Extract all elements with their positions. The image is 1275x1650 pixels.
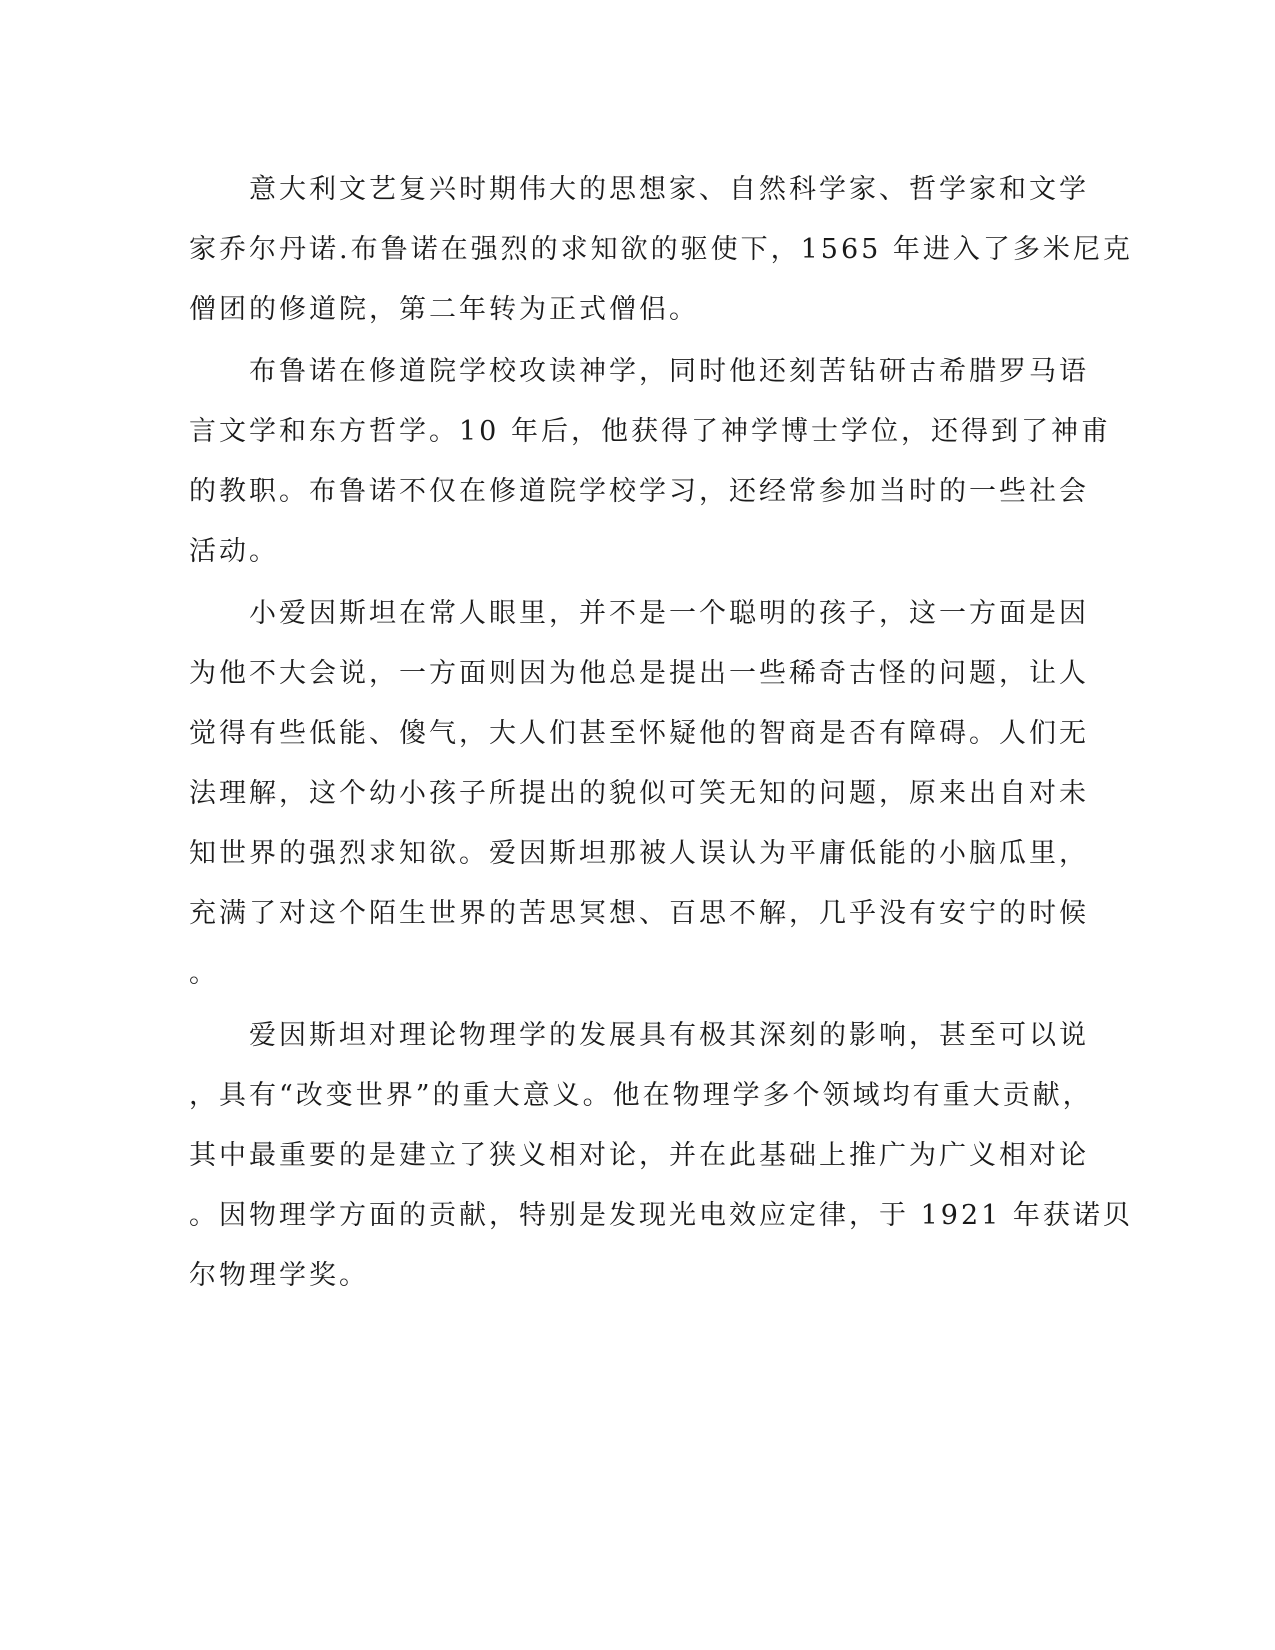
text-line: ，具有“改变世界”的重大意义。他在物理学多个领域均有重大贡献， xyxy=(189,1080,1093,1111)
paragraph-bruno-monastery xyxy=(189,160,1133,340)
text-line: 法理解，这个幼小孩子所提出的貌似可笑无知的问题，原来出自对未 xyxy=(189,778,1089,809)
text-line: 觉得有些低能、傻气，大人们甚至怀疑他的智商是否有障碍。人们无 xyxy=(189,718,1089,749)
document-body xyxy=(189,160,1133,1306)
text-line: 家乔尔丹诺.布鲁诺在强烈的求知欲的驱使下，1565 年进入了多米尼克 xyxy=(189,234,1133,265)
text-line: 。 xyxy=(189,958,219,989)
text-line: 为他不大会说，一方面则因为他总是提出一些稀奇古怪的问题，让人 xyxy=(189,658,1089,689)
text-line: 知世界的强烈求知欲。爱因斯坦那被人误认为平庸低能的小脑瓜里， xyxy=(189,838,1089,869)
paragraph-bruno-studies xyxy=(189,342,1111,582)
paragraph-einstein-childhood xyxy=(189,584,1089,1004)
text-line: 僧团的修道院，第二年转为正式僧侣。 xyxy=(189,294,699,325)
paragraph-einstein-physics xyxy=(189,1006,1133,1306)
text-line: 小爱因斯坦在常人眼里，并不是一个聪明的孩子，这一方面是因 xyxy=(189,598,1089,629)
text-line: 尔物理学奖。 xyxy=(189,1260,369,1291)
text-line: 的教职。布鲁诺不仅在修道院学校学习，还经常参加当时的一些社会 xyxy=(189,476,1089,507)
text-line: 其中最重要的是建立了狭义相对论，并在此基础上推广为广义相对论 xyxy=(189,1140,1089,1171)
text-line: 充满了对这个陌生世界的苦思冥想、百思不解，几乎没有安宁的时候 xyxy=(189,898,1089,929)
text-line: 言文学和东方哲学。10 年后，他获得了神学博士学位，还得到了神甫 xyxy=(189,416,1111,447)
text-line: 布鲁诺在修道院学校攻读神学，同时他还刻苦钻研古希腊罗马语 xyxy=(189,356,1089,387)
text-line: 。因物理学方面的贡献，特别是发现光电效应定律，于 1921 年获诺贝 xyxy=(189,1200,1133,1231)
text-line: 意大利文艺复兴时期伟大的思想家、自然科学家、哲学家和文学 xyxy=(189,174,1089,205)
text-line: 爱因斯坦对理论物理学的发展具有极其深刻的影响，甚至可以说 xyxy=(189,1020,1089,1051)
text-line: 活动。 xyxy=(189,536,279,567)
